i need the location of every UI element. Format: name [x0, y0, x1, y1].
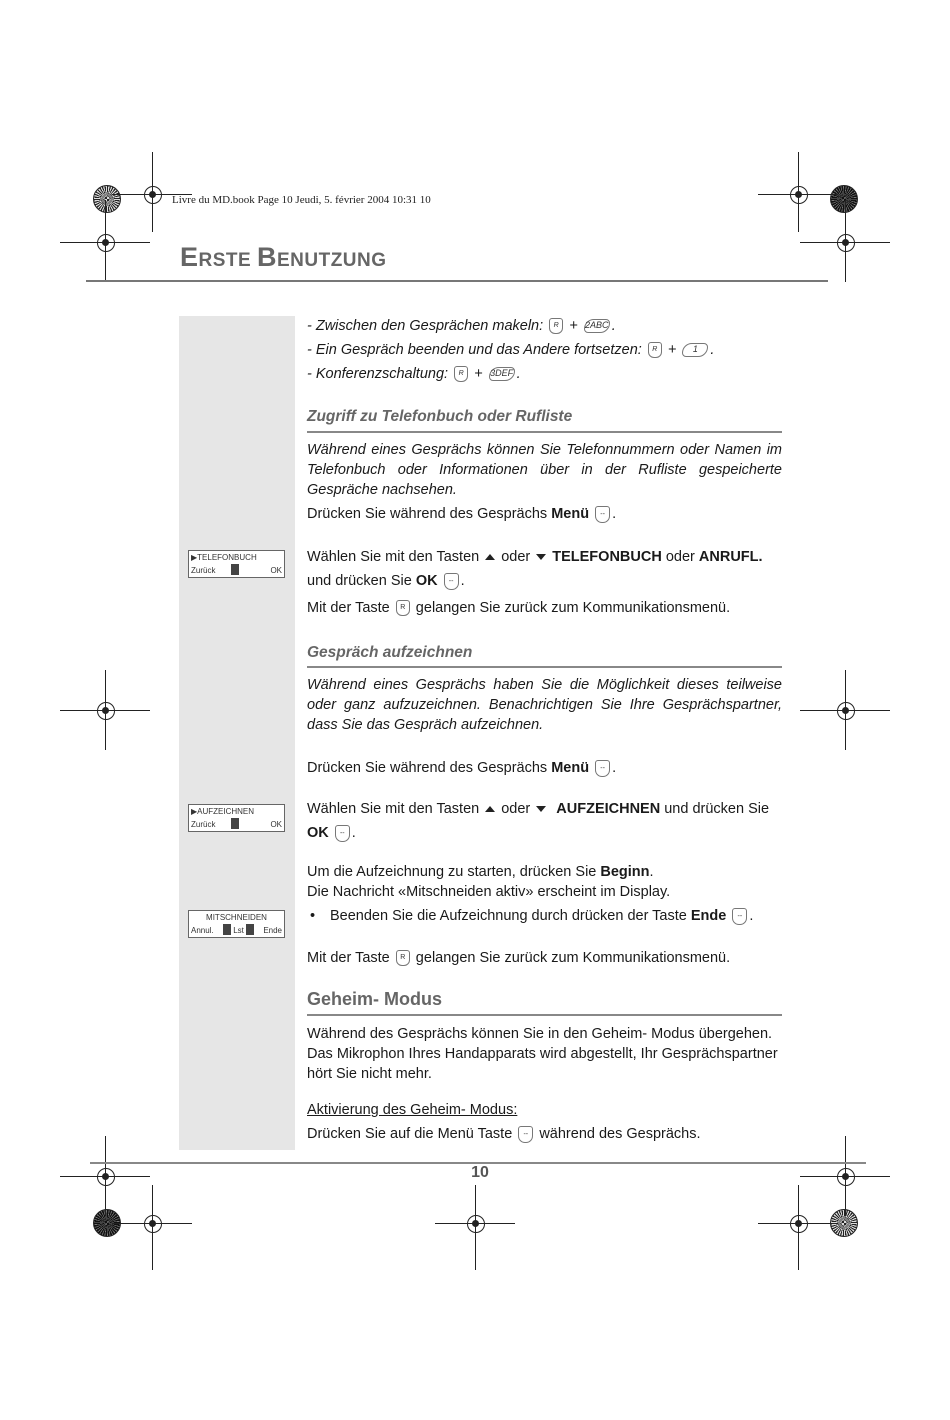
- menu-key-icon: --: [732, 908, 747, 925]
- r-key-icon: R: [648, 342, 662, 358]
- heading-rule: [307, 431, 782, 433]
- crosshair-left-upper: [60, 200, 150, 282]
- crosshair-right-middle: [800, 670, 890, 750]
- book-meta: Livre du MD.book Page 10 Jeudi, 5. février 2004 10:31 10: [172, 194, 431, 206]
- bullet: •: [310, 908, 316, 924]
- arrow-up-icon: [485, 554, 495, 560]
- phonebook-back: [307, 598, 782, 618]
- updown-icon: [231, 564, 239, 575]
- heading-record: Gespräch aufzeichnen: [307, 644, 473, 661]
- text: Wählen Sie mit den Tasten: [307, 801, 480, 817]
- lcd-line: ▶AUFZEICHNEN: [191, 807, 255, 816]
- record-select: [307, 797, 782, 845]
- lcd-softkey-right: Ende: [263, 926, 282, 935]
- text: Beenden Sie die Aufzeichnung durch drücken der Taste: [330, 908, 691, 924]
- text: und drücken Sie: [660, 801, 770, 817]
- phonebook-intro: Während eines Gesprächs können Sie Telefonnummern oder Namen im Telefonbuch oder Informationen über in der Rufliste gespeicherte Gespräche nachsehen.: [307, 442, 782, 498]
- option-label: ANRUFL.: [698, 549, 763, 565]
- option-label: AUFZEICHNEN: [556, 801, 661, 817]
- text: .: [612, 506, 617, 522]
- menu-key-icon: --: [518, 1126, 533, 1143]
- record-end: [310, 906, 785, 926]
- text: gelangen Sie zurück zum Kommunikationsmenü.: [411, 600, 731, 616]
- record-press-menu: [307, 758, 782, 778]
- lcd-softkey-left: Zurück: [191, 566, 216, 575]
- lcd-mitschneiden: [188, 910, 285, 938]
- text: gelangen Sie zurück zum Kommunikationsmenü.: [411, 950, 731, 966]
- text: während des Gesprächs.: [535, 1126, 701, 1142]
- intro-line-1: [307, 316, 782, 336]
- text: Drücken Sie während des Gesprächs: [307, 760, 552, 776]
- text: oder: [501, 549, 531, 565]
- text: .: [460, 573, 465, 589]
- r-key-icon: R: [549, 318, 563, 334]
- arrow-down-icon: [536, 806, 546, 812]
- menu-label: Menü: [551, 506, 590, 522]
- phonebook-select: [307, 545, 782, 593]
- ok-key-icon: --: [335, 825, 350, 842]
- lcd-aufzeichnen: [188, 804, 285, 832]
- chapter-rest-b: ENUTZUNG: [276, 250, 387, 271]
- intro-line-2: [307, 340, 782, 360]
- arrow-down-icon: [536, 554, 546, 560]
- intro-text-2: - Ein Gespräch beenden und das Andere fortsetzen:: [307, 342, 646, 358]
- intro-text-3: - Konferenzschaltung:: [307, 366, 453, 382]
- heading-rule: [307, 1014, 782, 1016]
- subheading-text: Aktivierung des Geheim- Modus:: [307, 1102, 518, 1118]
- side-column: [179, 316, 295, 1150]
- text: Mit der Taste: [307, 950, 394, 966]
- r-key-icon: R: [396, 950, 410, 966]
- lcd-softkey-right: OK: [270, 566, 282, 575]
- text: Mit der Taste: [307, 600, 394, 616]
- header-rule: [86, 280, 828, 282]
- chapter-title: [180, 242, 387, 273]
- arrow-up-icon: [485, 806, 495, 812]
- heading-secret: Geheim- Modus: [307, 989, 443, 1009]
- lcd-line: MITSCHNEIDEN: [206, 913, 267, 922]
- intro-text-1: - Zwischen den Gesprächen makeln:: [307, 318, 548, 334]
- crosshair-right-upper: [800, 200, 890, 282]
- ok-label: OK: [415, 573, 438, 589]
- text: Drücken Sie auf die Menü Taste: [307, 1126, 517, 1142]
- plus-sign: +: [474, 366, 483, 382]
- text: Um die Aufzeichnung zu starten, drücken Sie: [307, 864, 601, 880]
- text: oder: [501, 801, 531, 817]
- text: .: [749, 908, 754, 924]
- menu-label: Menü: [551, 760, 590, 776]
- crosshair-bottom-left: [112, 1185, 192, 1270]
- option-label: TELEFONBUCH: [552, 549, 662, 565]
- text: Drücken Sie während des Gesprächs: [307, 506, 552, 522]
- text: .: [649, 864, 654, 880]
- lcd-softkey-right: OK: [270, 820, 282, 829]
- intro-end-2: .: [710, 342, 715, 358]
- lcd-softkey-left: Annul.: [191, 926, 214, 935]
- lcd-middle: [223, 924, 254, 935]
- plus-sign: +: [569, 318, 578, 334]
- text: und drücken Sie: [307, 573, 416, 589]
- lcd-line: ▶TELEFONBUCH: [191, 553, 257, 562]
- chapter-initial-a: E: [180, 242, 199, 272]
- menu-key-icon: --: [595, 506, 610, 523]
- heading-phonebook: Zugriff zu Telefonbuch oder Rufliste: [307, 408, 573, 425]
- r-key-icon: R: [396, 600, 410, 616]
- menu-key-icon: --: [595, 760, 610, 777]
- intro-line-3: [307, 364, 782, 384]
- key-2-icon: 2ABC: [584, 319, 610, 333]
- text: .: [612, 760, 617, 776]
- chapter-initial-b: B: [256, 242, 277, 272]
- lcd-softkey-left: Zurück: [191, 820, 216, 829]
- crosshair-bottom-center: [435, 1185, 515, 1270]
- secret-press: [307, 1124, 782, 1144]
- heading-rule: [307, 666, 782, 668]
- text: oder: [661, 549, 699, 565]
- intro-end-1: .: [611, 318, 616, 334]
- r-key-icon: R: [454, 366, 468, 382]
- crosshair-left-middle: [60, 670, 150, 750]
- record-intro: Während eines Gesprächs haben Sie die Möglichkeit dieses teilweise oder ganz aufzuzeichnen. Benachrichtigen Sie Ihre Gesprächspartner, dass Sie das Gespräch aufzeichnen.: [307, 677, 782, 733]
- ende-label: Ende: [690, 908, 727, 924]
- page-number: 10: [471, 1164, 489, 1181]
- record-start: [307, 862, 782, 902]
- phonebook-press-menu: [307, 504, 782, 524]
- text: .: [351, 825, 356, 841]
- record-back: [307, 948, 782, 968]
- text: Die Nachricht «Mitschneiden aktiv» erscheint im Display.: [307, 884, 671, 900]
- plus-sign: +: [667, 342, 677, 358]
- lcd-telefonbuch: [188, 550, 285, 578]
- ok-key-icon: --: [444, 573, 459, 590]
- secret-intro: Während des Gesprächs können Sie in den Geheim- Modus übergehen. Das Mikrophon Ihres Handapparats wird abgestellt, Ihr Gesprächspartner hört Sie nicht mehr.: [307, 1026, 778, 1082]
- chapter-rest-a: RSTE: [198, 250, 257, 271]
- lcd-middle-label: Lst: [233, 926, 244, 935]
- crosshair-bottom-right: [758, 1185, 838, 1270]
- key-3-icon: 3DEF: [489, 367, 515, 381]
- key-1-icon: 1: [682, 343, 708, 357]
- intro-end-3: .: [516, 366, 521, 382]
- ok-label: OK: [307, 825, 329, 841]
- secret-subheading: [307, 1100, 782, 1120]
- updown-icon: [231, 818, 239, 829]
- text: Wählen Sie mit den Tasten: [307, 549, 480, 565]
- beginn-label: Beginn: [600, 864, 650, 880]
